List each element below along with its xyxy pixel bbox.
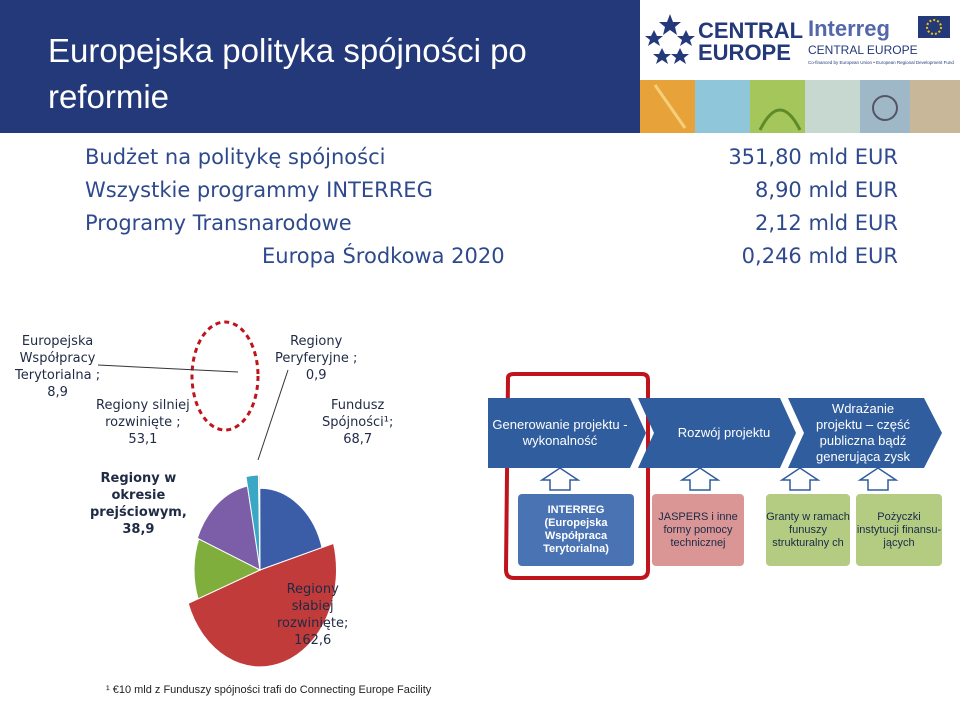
label-line: 0,9 <box>305 368 327 383</box>
instrument-box-pozyczki: Pożyczki instytucji finansu- jących <box>856 494 942 566</box>
slide-title: Europejska polityka spójności po reformie <box>48 32 527 115</box>
label-line: 162,6 <box>294 633 332 648</box>
label-line: Terytorialna ; <box>15 368 101 383</box>
label-line: Regiony silniej <box>96 398 190 413</box>
pie-label-slabiej <box>277 581 348 649</box>
step-label: Generowanie projektu - wykonalność <box>492 417 628 448</box>
label-line: 38,9 <box>122 522 155 537</box>
label-line: rozwinięte ; <box>105 415 181 430</box>
budget-value: 2,12 mld EUR <box>755 211 898 235</box>
interreg-logo-word: Interreg <box>808 16 890 41</box>
budget-value: 351,80 mld EUR <box>728 145 898 169</box>
pie-label-ewt <box>15 333 100 401</box>
pie-label-przejsciowe <box>90 470 187 538</box>
instrument-box-jaspers: JASPERS i inne formy pomocy technicznej <box>652 494 744 566</box>
central-europe-logo <box>640 0 960 80</box>
slide-header <box>0 0 640 133</box>
instrument-box-interreg: INTERREG (Europejska Współpraca Terytorialna) <box>518 494 634 566</box>
central-logo-line1: CENTRAL <box>698 18 804 43</box>
label-line: rozwinięte; <box>277 616 349 631</box>
budget-value: 0,246 mld EUR <box>741 244 898 268</box>
label-line: okresie <box>111 488 166 503</box>
up-arrow-icon <box>542 468 578 490</box>
label-line: Regiony w <box>100 471 177 486</box>
step-label: Rozwój projektu <box>677 425 771 440</box>
budget-label: Programy Transnarodowe <box>85 211 352 235</box>
pie-label-silniej <box>96 397 190 448</box>
budget-row <box>0 211 960 244</box>
interreg-tagline: Co-financed by European Union • European Regional Development Fund <box>808 60 954 65</box>
label-line: Fundusz <box>331 398 385 413</box>
up-arrow-icon <box>682 468 718 490</box>
label-line: Współpracy <box>19 351 96 366</box>
label-line: 53,1 <box>128 432 158 447</box>
stars-icon <box>645 14 695 64</box>
logos-area <box>640 0 960 80</box>
budget-label: Europa Środkowa 2020 <box>262 244 505 268</box>
label-line: Europejska <box>21 334 94 349</box>
pie-label-fundusz <box>322 397 393 448</box>
central-logo-line2: EUROPE <box>698 40 791 65</box>
label-line: Regiony <box>286 582 339 597</box>
label-line: Peryferyjne ; <box>275 351 358 366</box>
budget-row <box>0 244 960 277</box>
pie-label-peryferyjne <box>275 333 357 384</box>
label-line: 68,7 <box>343 432 373 447</box>
highlight-dashed-ellipse <box>192 322 258 430</box>
interreg-logo-line2: CENTRAL EUROPE <box>808 43 918 57</box>
budget-label: Wszystkie programmy INTERREG <box>85 178 433 202</box>
photo-strip-graphic <box>640 80 960 133</box>
label-line: słabiej <box>291 599 334 614</box>
label-line: Regiony <box>290 334 343 349</box>
budget-value: 8,90 mld EUR <box>755 178 898 202</box>
leader-line-ewt <box>98 365 238 372</box>
budget-row <box>0 145 960 178</box>
budget-row <box>0 178 960 211</box>
budget-label: Budżet na politykę spójności <box>85 145 386 169</box>
step-label: Wdrażanie projektu – część publiczna bądź generująca zysk <box>816 401 910 464</box>
label-line: prejściowym, <box>90 505 187 520</box>
label-line: Spójności¹; <box>322 415 394 430</box>
photo-strip <box>640 80 960 133</box>
label-line: 8,9 <box>47 385 68 400</box>
up-arrow-icon <box>860 468 896 490</box>
up-arrow-icon <box>782 468 818 490</box>
footnote: ¹ €10 mld z Funduszy spójności trafi do Connecting Europe Facility <box>106 684 432 696</box>
instrument-box-granty: Granty w ramach funuszy strukturalny ch <box>766 494 850 566</box>
